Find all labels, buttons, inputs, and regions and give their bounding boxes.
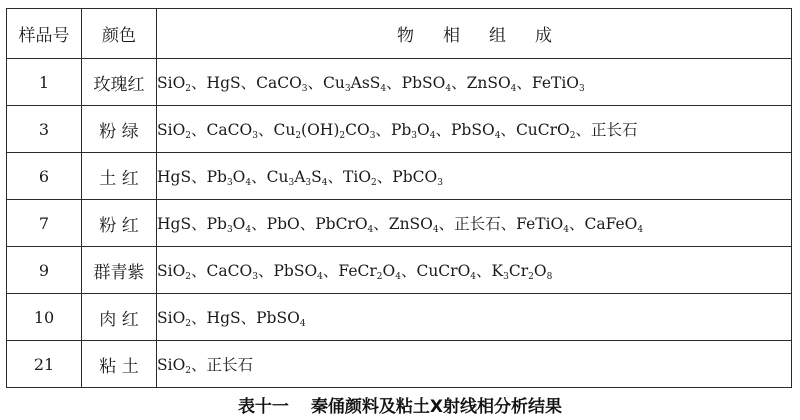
formula-subscript: 4 bbox=[637, 225, 644, 235]
list-separator: 、 bbox=[451, 74, 467, 92]
phase-compound bbox=[273, 262, 322, 280]
formula-text: CuCrO bbox=[416, 262, 471, 280]
formula-subscript: 3 bbox=[226, 225, 233, 235]
phase-compound bbox=[391, 121, 436, 139]
list-separator: 、 bbox=[373, 215, 389, 233]
formula-subscript: 3 bbox=[344, 84, 351, 94]
phase-compound bbox=[157, 168, 191, 186]
formula-subscript: 2 bbox=[185, 84, 192, 94]
phase-compound bbox=[392, 168, 443, 186]
list-separator: 、 bbox=[500, 121, 516, 139]
formula-text: PbO bbox=[266, 215, 300, 233]
phase-compound bbox=[492, 262, 553, 280]
color-cell: 土 红 bbox=[82, 153, 157, 200]
sample-number-cell: 9 bbox=[7, 247, 82, 294]
list-separator: 、 bbox=[251, 168, 267, 186]
formula-text: O bbox=[232, 215, 246, 233]
formula-text: PbSO bbox=[273, 262, 318, 280]
phase-compound bbox=[389, 215, 439, 233]
phase-compound bbox=[267, 215, 300, 233]
table-row bbox=[7, 106, 792, 153]
formula-subscript: 4 bbox=[494, 131, 501, 141]
list-separator: 、 bbox=[257, 262, 274, 280]
sample-number-cell: 1 bbox=[7, 59, 82, 106]
caption-title: 秦俑颜料及粘土X射线相分析结果 bbox=[310, 397, 563, 417]
formula-text: A bbox=[294, 168, 306, 186]
formula-subscript: 2 bbox=[185, 319, 192, 329]
list-separator: 、 bbox=[251, 215, 267, 233]
formula-subscript: 4 bbox=[470, 272, 477, 282]
composition-cell bbox=[157, 247, 792, 294]
formula-text: TiO bbox=[343, 168, 372, 186]
formula-text: SiO bbox=[157, 74, 186, 92]
header-char: 组 bbox=[489, 26, 506, 46]
formula-text: CaCO bbox=[206, 121, 253, 139]
phase-compound bbox=[207, 309, 241, 327]
list-separator: 、 bbox=[191, 309, 207, 327]
list-separator: 、 bbox=[191, 168, 207, 186]
phase-compound bbox=[516, 215, 569, 233]
formula-subscript: 3 bbox=[437, 178, 443, 188]
phase-compound bbox=[207, 168, 252, 186]
formula-text: Cu bbox=[273, 121, 296, 139]
list-separator: 、 bbox=[575, 121, 592, 139]
list-separator: 、 bbox=[191, 215, 207, 233]
list-separator: 、 bbox=[376, 168, 393, 186]
formula-subscript: 2 bbox=[339, 131, 346, 141]
composition-cell bbox=[157, 294, 792, 341]
phase-compound bbox=[267, 168, 328, 186]
phase-compound bbox=[207, 356, 254, 374]
table-row bbox=[7, 59, 792, 106]
color-cell: 粉 绿 bbox=[82, 106, 157, 153]
formula-text: O bbox=[417, 121, 430, 139]
formula-subscript: 3 bbox=[252, 131, 258, 141]
formula-text: SiO bbox=[157, 121, 186, 139]
list-separator: 、 bbox=[240, 74, 257, 92]
list-separator: 、 bbox=[435, 121, 451, 139]
sample-number-cell: 10 bbox=[7, 294, 82, 341]
phase-compound bbox=[585, 215, 644, 233]
formula-text: Pb bbox=[206, 168, 227, 186]
phase-compound bbox=[256, 309, 305, 327]
phase-compound bbox=[343, 168, 377, 186]
formula-subscript: 3 bbox=[579, 84, 585, 94]
formula-subscript: 4 bbox=[367, 225, 374, 235]
table-row bbox=[7, 247, 792, 294]
header-char: 物 bbox=[397, 26, 414, 46]
formula-text: ZnSO bbox=[388, 215, 433, 233]
formula-subscript: 2 bbox=[185, 272, 192, 282]
phase-compound bbox=[516, 121, 576, 139]
composition-cell bbox=[157, 59, 792, 106]
formula-subscript: 3 bbox=[503, 272, 509, 282]
color-cell: 群青紫 bbox=[82, 247, 157, 294]
formula-subscript: 4 bbox=[299, 319, 306, 329]
composition-cell bbox=[157, 153, 792, 200]
formula-text: CaCO bbox=[256, 74, 302, 92]
formula-text: O bbox=[232, 168, 246, 186]
list-separator: 、 bbox=[322, 262, 339, 280]
phase-compound bbox=[532, 74, 585, 92]
phase-compound bbox=[591, 121, 638, 139]
phase-compound bbox=[402, 74, 451, 92]
formula-text: 正长石 bbox=[591, 121, 638, 139]
color-cell: 粉 红 bbox=[82, 200, 157, 247]
table-header-row bbox=[7, 9, 792, 59]
header-char: 相 bbox=[443, 26, 460, 46]
phase-compound bbox=[467, 74, 517, 92]
formula-subscript: 3 bbox=[288, 178, 295, 188]
phase-compound bbox=[157, 262, 191, 280]
formula-subscript: 4 bbox=[563, 225, 569, 235]
phase-compound bbox=[451, 121, 500, 139]
formula-subscript: 4 bbox=[321, 178, 328, 188]
composition-cell bbox=[157, 341, 792, 388]
formula-text: Pb bbox=[390, 121, 412, 139]
formula-text: O bbox=[533, 262, 547, 280]
formula-text: CO bbox=[345, 121, 370, 139]
formula-text: O bbox=[382, 262, 396, 280]
list-separator: 、 bbox=[240, 309, 257, 327]
formula-text: PbSO bbox=[401, 74, 446, 92]
color-cell: 玫瑰红 bbox=[82, 59, 157, 106]
formula-text: PbSO bbox=[451, 121, 495, 139]
list-separator: 、 bbox=[191, 262, 207, 280]
formula-subscript: 2 bbox=[185, 131, 192, 141]
list-separator: 、 bbox=[516, 74, 532, 92]
formula-text: FeTiO bbox=[516, 215, 564, 233]
list-separator: 、 bbox=[257, 121, 274, 139]
formula-text: AsS bbox=[350, 74, 381, 92]
formula-subscript: 2 bbox=[295, 131, 302, 141]
header-char: 成 bbox=[535, 26, 552, 46]
formula-text: Cu bbox=[323, 74, 345, 92]
table-caption bbox=[0, 392, 800, 417]
formula-text: HgS bbox=[206, 74, 241, 92]
formula-text: K bbox=[491, 262, 504, 280]
formula-text: (OH) bbox=[301, 121, 340, 139]
phase-compound bbox=[157, 309, 191, 327]
sample-number-cell: 6 bbox=[7, 153, 82, 200]
phase-compound bbox=[416, 262, 476, 280]
list-separator: 、 bbox=[191, 74, 207, 92]
composition-cell bbox=[157, 106, 792, 153]
formula-subscript: 4 bbox=[429, 131, 436, 141]
formula-text: HgS bbox=[157, 215, 192, 233]
phase-compound bbox=[273, 121, 375, 139]
header-color: 颜色 bbox=[82, 9, 157, 59]
formula-text: CuCrO bbox=[515, 121, 570, 139]
formula-text: PbCO bbox=[392, 168, 438, 186]
list-separator: 、 bbox=[400, 262, 417, 280]
formula-text: S bbox=[311, 168, 322, 186]
formula-subscript: 4 bbox=[245, 178, 252, 188]
table-row bbox=[7, 200, 792, 247]
header-composition bbox=[157, 9, 792, 59]
list-separator: 、 bbox=[307, 74, 324, 92]
formula-text: CaFeO bbox=[584, 215, 638, 233]
formula-subscript: 2 bbox=[376, 272, 383, 282]
phase-compound bbox=[256, 74, 307, 92]
phase-compound bbox=[157, 74, 191, 92]
caption-number: 表十一 bbox=[237, 397, 289, 417]
phase-compound bbox=[157, 121, 191, 139]
formula-subscript: 2 bbox=[371, 178, 377, 188]
formula-subscript: 2 bbox=[569, 131, 576, 141]
formula-text: SiO bbox=[157, 262, 186, 280]
formula-subscript: 3 bbox=[305, 178, 312, 188]
sample-number-cell: 7 bbox=[7, 200, 82, 247]
formula-text: Cu bbox=[266, 168, 289, 186]
list-separator: 、 bbox=[500, 215, 517, 233]
list-separator: 、 bbox=[191, 121, 207, 139]
table-row bbox=[7, 294, 792, 341]
formula-text: FeTiO bbox=[531, 74, 580, 92]
formula-subscript: 3 bbox=[411, 131, 418, 141]
formula-subscript: 3 bbox=[252, 272, 258, 282]
list-separator: 、 bbox=[327, 168, 344, 186]
list-separator: 、 bbox=[386, 74, 402, 92]
table-row bbox=[7, 341, 792, 388]
formula-text: Pb bbox=[206, 215, 227, 233]
phase-compound bbox=[157, 215, 191, 233]
list-separator: 、 bbox=[568, 215, 585, 233]
formula-text: HgS bbox=[206, 309, 241, 327]
formula-text: PbCrO bbox=[315, 215, 368, 233]
formula-text: HgS bbox=[157, 168, 192, 186]
phase-compound bbox=[454, 215, 501, 233]
phase-compound bbox=[157, 356, 191, 374]
formula-subscript: 4 bbox=[380, 84, 387, 94]
phase-compound bbox=[207, 215, 252, 233]
formula-text: 正长石 bbox=[454, 215, 501, 233]
phase-compound bbox=[207, 262, 258, 280]
formula-subscript: 2 bbox=[185, 366, 192, 376]
formula-subscript: 4 bbox=[445, 84, 452, 94]
phase-compound bbox=[323, 74, 386, 92]
formula-subscript: 8 bbox=[546, 272, 553, 282]
header-sample-no: 样品号 bbox=[7, 9, 82, 59]
sample-number-cell: 21 bbox=[7, 341, 82, 388]
phase-compound bbox=[315, 215, 373, 233]
formula-text: Cr bbox=[508, 262, 529, 280]
list-separator: 、 bbox=[191, 356, 207, 374]
sample-number-cell: 3 bbox=[7, 106, 82, 153]
color-cell: 粘 土 bbox=[82, 341, 157, 388]
formula-subscript: 4 bbox=[510, 84, 517, 94]
formula-subscript: 3 bbox=[226, 178, 233, 188]
formula-subscript: 3 bbox=[301, 84, 308, 94]
table-row bbox=[7, 153, 792, 200]
formula-subscript: 4 bbox=[317, 272, 323, 282]
formula-text: PbSO bbox=[256, 309, 300, 327]
formula-text: ZnSO bbox=[466, 74, 511, 92]
list-separator: 、 bbox=[438, 215, 455, 233]
color-cell: 肉 红 bbox=[82, 294, 157, 341]
phase-compound bbox=[207, 121, 258, 139]
formula-subscript: 4 bbox=[432, 225, 439, 235]
header-composition-text bbox=[382, 21, 566, 46]
formula-subscript: 4 bbox=[395, 272, 401, 282]
phase-analysis-table bbox=[6, 8, 792, 388]
list-separator: 、 bbox=[299, 215, 316, 233]
table-body bbox=[7, 59, 792, 388]
formula-text: 正长石 bbox=[206, 356, 254, 374]
composition-cell bbox=[157, 200, 792, 247]
phase-compound bbox=[207, 74, 241, 92]
formula-subscript: 4 bbox=[245, 225, 252, 235]
formula-text: SiO bbox=[157, 309, 186, 327]
formula-subscript: 3 bbox=[369, 131, 376, 141]
list-separator: 、 bbox=[476, 262, 492, 280]
formula-text: CaCO bbox=[206, 262, 253, 280]
formula-text: SiO bbox=[157, 356, 186, 374]
list-separator: 、 bbox=[375, 121, 391, 139]
formula-text: FeCr bbox=[338, 262, 377, 280]
formula-subscript: 2 bbox=[528, 272, 534, 282]
phase-compound bbox=[338, 262, 401, 280]
